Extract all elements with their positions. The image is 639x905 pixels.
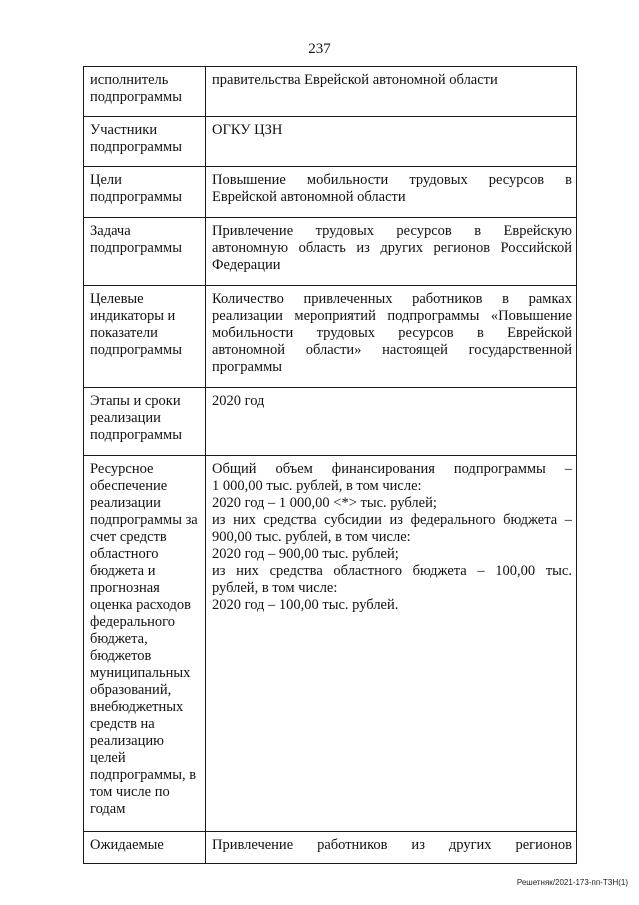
row-label [84,218,206,286]
label-line: подпрограммы [90,240,182,256]
table-row [84,218,577,286]
label-line: Задача [90,223,131,239]
row-label [84,388,206,456]
label-line: муниципальных [90,665,191,681]
table-row [84,117,577,167]
row-label [84,456,206,832]
label-line: подпрограммы [90,342,182,358]
label-line: индикаторы и [90,308,176,324]
value-line: Привлечение работников из других регионов [212,837,572,853]
value-line: ОГКУ ЦЗН [212,122,283,138]
label-line: образований, [90,682,172,698]
value-line: реализации мероприятий подпрограммы «Повышение [212,308,572,324]
label-line: федерального [90,614,175,630]
table-row [84,167,577,218]
value-line: 2020 год – 100,00 тыс. рублей. [212,597,399,613]
value-line: Еврейской автономной области [212,189,406,205]
label-line: внебюджетных [90,699,184,715]
row-value [206,388,577,456]
label-line: целей [90,750,126,766]
label-line: бюджетов [90,648,152,664]
table-row [84,286,577,388]
label-line: областного [90,546,159,562]
label-line: подпрограммы [90,189,182,205]
row-label [84,286,206,388]
label-line: подпрограммы за [90,512,198,528]
table-row [84,456,577,832]
label-line: Ресурсное [90,461,154,477]
value-line: 2020 год – 900,00 тыс. рублей; [212,546,399,562]
row-label [84,67,206,117]
label-line: подпрограммы, в [90,767,197,783]
value-line: автономную область из других регионов Российской [212,240,572,256]
row-value [206,67,577,117]
table-row [84,832,577,864]
label-line: том числе по [90,784,170,800]
label-line: счет средств [90,529,167,545]
label-line: Целевые [90,291,144,307]
label-line: бюджета и [90,563,156,579]
row-label [84,167,206,218]
table-row [84,388,577,456]
table-row [84,67,577,117]
label-line: реализации [90,410,161,426]
label-line: подпрограммы [90,427,182,443]
value-line: рублей, в том числе: [212,580,338,596]
label-line: реализацию [90,733,164,749]
label-line: Этапы и сроки [90,393,181,409]
value-line: из них средства областного бюджета – 100,00 тыс. [212,563,572,579]
label-line: подпрограммы [90,139,182,155]
page-number: 237 [308,41,331,57]
value-line: 2020 год – 1 000,00 <*> тыс. рублей; [212,495,437,511]
value-line: правительства Еврейской автономной области [212,72,498,88]
row-value [206,832,577,864]
value-line: Привлечение трудовых ресурсов в Еврейскую [212,223,572,239]
row-value [206,167,577,218]
document-footer-code: Решетняк/2021-173-пп-ТЗН(1) [516,878,628,887]
value-line: Общий объем финансирования подпрограммы – [212,461,572,477]
label-line: Цели [90,172,122,188]
label-line: исполнитель [90,72,169,88]
label-line: прогнозная [90,580,160,596]
row-value [206,456,577,832]
value-line: Федерации [212,257,281,273]
label-line: Участники [90,122,158,138]
subprogram-passport-table [83,66,577,864]
row-label [84,117,206,167]
value-line: автономной области» настоящей государственной [212,342,572,358]
label-line: подпрограммы [90,89,182,105]
row-value [206,218,577,286]
value-line: 2020 год [212,393,265,409]
value-line: мобильности трудовых ресурсов в Еврейской [212,325,572,341]
label-line: средств на [90,716,155,732]
label-line: Ожидаемые [90,837,164,853]
label-line: реализации [90,495,161,511]
value-line: Количество привлеченных работников в рамках [212,291,572,307]
label-line: оценка расходов [90,597,192,613]
label-line: бюджета, [90,631,148,647]
label-line: обеспечение [90,478,168,494]
label-line: показатели [90,325,158,341]
row-value [206,286,577,388]
value-line: 1 000,00 тыс. рублей, в том числе: [212,478,422,494]
row-value [206,117,577,167]
value-line: из них средства субсидии из федерального бюджета – [212,512,572,528]
row-label [84,832,206,864]
value-line: программы [212,359,282,375]
value-line: Повышение мобильности трудовых ресурсов в [212,172,572,188]
label-line: годам [90,801,126,817]
value-line: 900,00 тыс. рублей, в том числе: [212,529,411,545]
